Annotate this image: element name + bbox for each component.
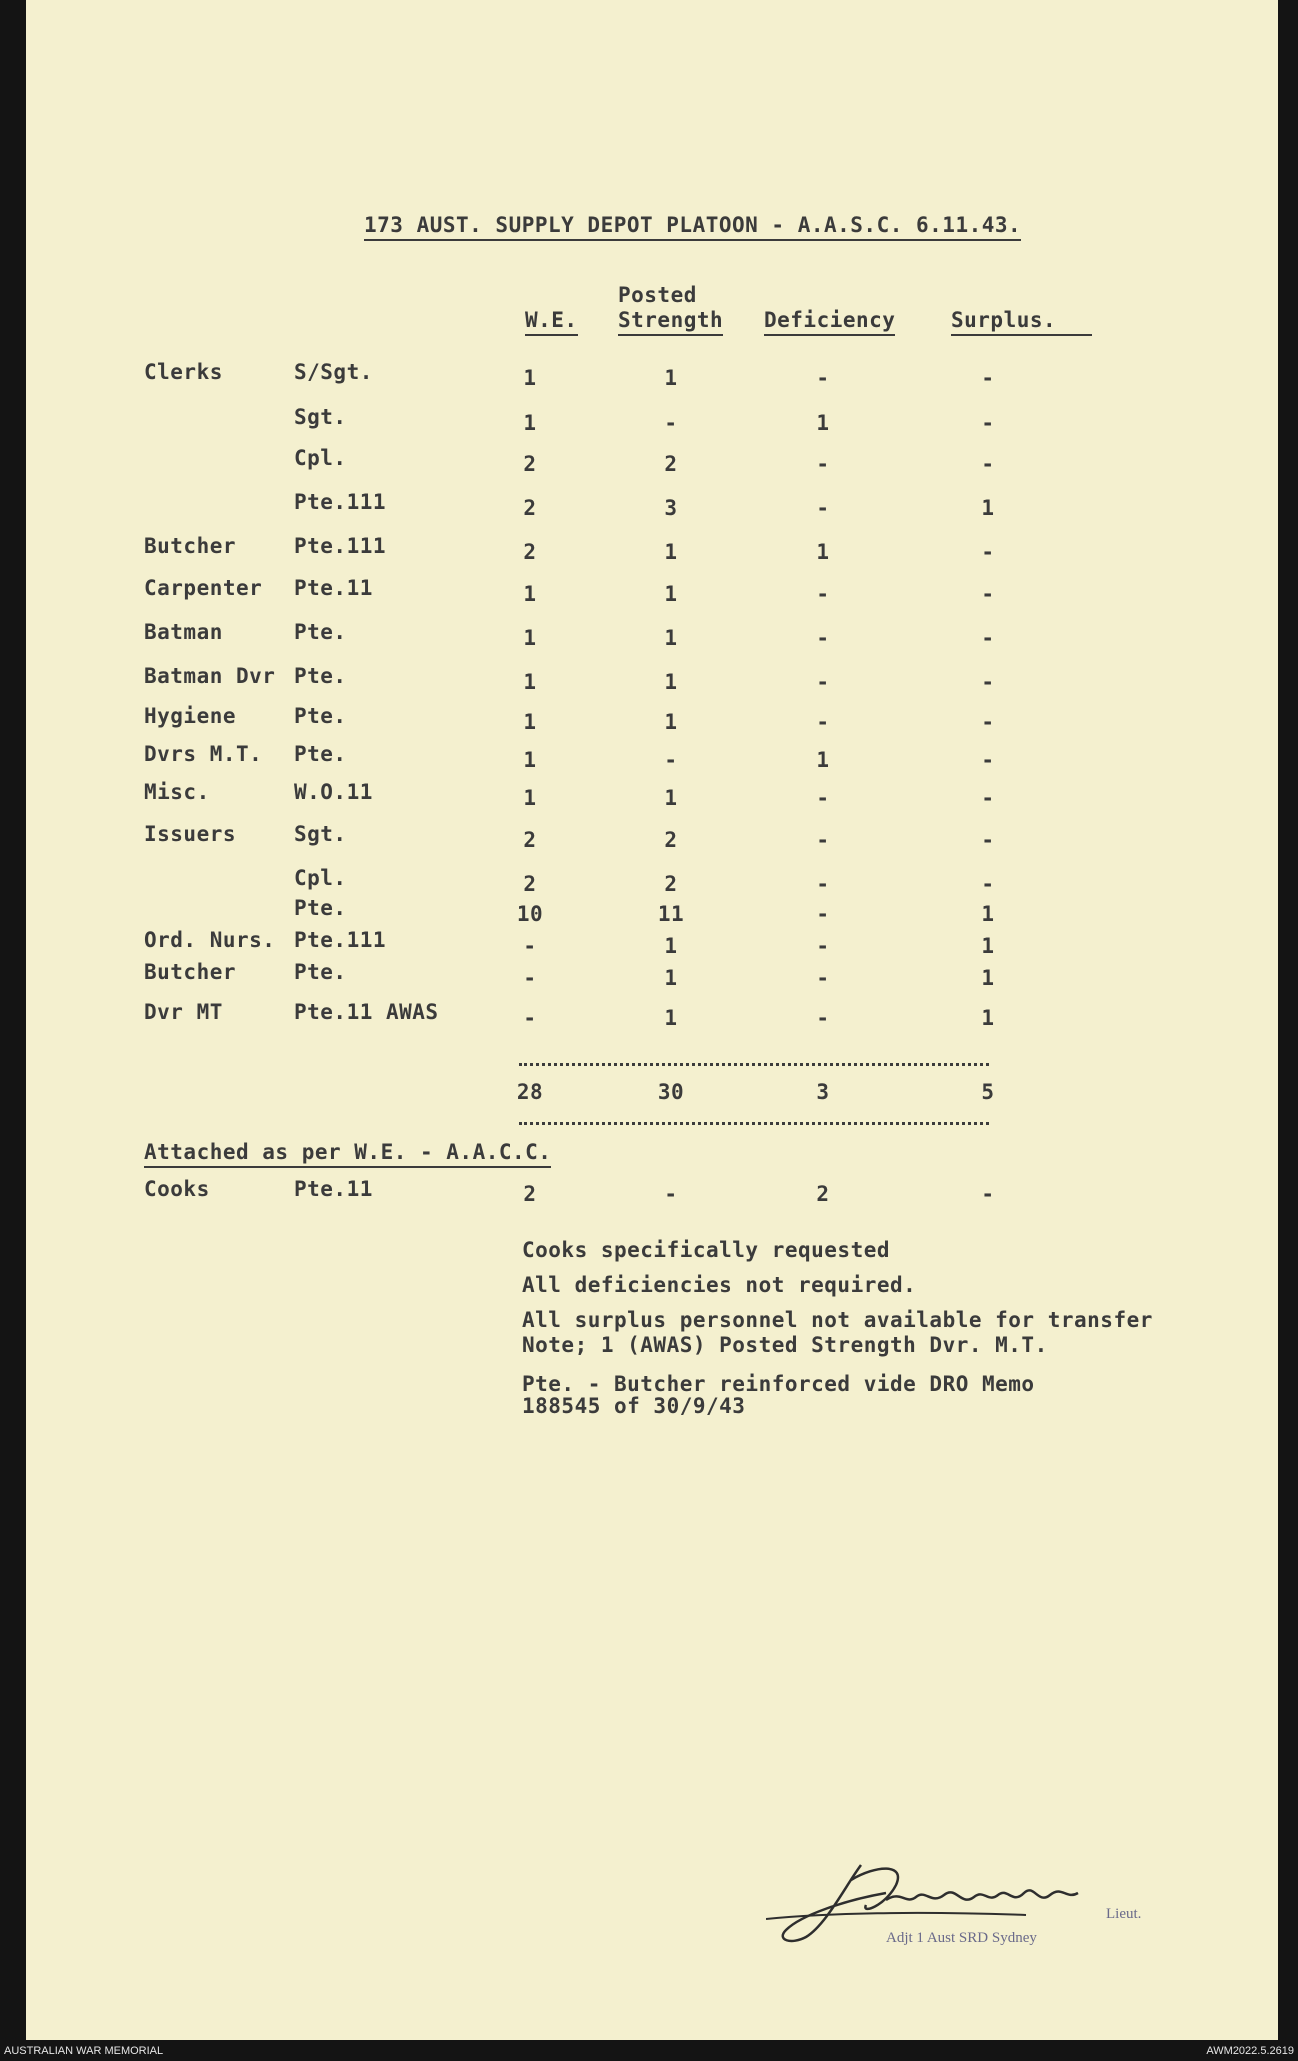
- row-trade: Carpenter: [144, 576, 263, 600]
- row-rank: Pte.: [294, 960, 347, 984]
- row-surplus: -: [981, 582, 995, 606]
- row-we: 1: [523, 366, 537, 390]
- row-posted: -: [664, 748, 678, 772]
- row-posted: 1: [664, 540, 678, 564]
- row-deficiency: 1: [816, 540, 830, 564]
- row-trade: Misc.: [144, 780, 210, 804]
- archive-footer: [0, 2043, 1298, 2061]
- row-we: 2: [523, 452, 537, 476]
- row-we: 2: [523, 496, 537, 520]
- signature-image: [766, 1845, 1146, 1965]
- footer-right-label: AWM2022.5.2619: [1206, 2045, 1294, 2057]
- row-deficiency: -: [816, 670, 830, 694]
- row-we: 1: [523, 626, 537, 650]
- row-rank: Cpl.: [294, 866, 347, 890]
- row-we: 2: [523, 828, 537, 852]
- attached-posted: -: [664, 1182, 678, 1206]
- row-posted: 2: [664, 452, 678, 476]
- note-line: All surplus personnel not available for transfer: [522, 1308, 1153, 1332]
- row-we: 1: [523, 670, 537, 694]
- row-surplus: 1: [981, 902, 995, 926]
- totals-rule-bottom: [519, 1122, 989, 1125]
- row-we: 1: [523, 710, 537, 734]
- note-line: Pte. - Butcher reinforced vide DRO Memo: [522, 1372, 1035, 1396]
- row-surplus: 1: [981, 496, 995, 520]
- row-rank: Cpl.: [294, 446, 347, 470]
- row-surplus: -: [981, 710, 995, 734]
- attached-surplus: -: [981, 1182, 995, 1206]
- row-trade: Butcher: [144, 534, 237, 558]
- row-posted: 3: [664, 496, 678, 520]
- row-surplus: 1: [981, 934, 995, 958]
- note-line: Note; 1 (AWAS) Posted Strength Dvr. M.T.: [522, 1333, 1048, 1357]
- row-trade: Dvrs M.T.: [144, 742, 263, 766]
- row-posted: 1: [664, 670, 678, 694]
- row-surplus: 1: [981, 1006, 995, 1030]
- row-posted: 1: [664, 366, 678, 390]
- row-posted: 2: [664, 828, 678, 852]
- row-trade: Dvr MT: [144, 1000, 223, 1024]
- row-posted: 1: [664, 786, 678, 810]
- row-surplus: 1: [981, 966, 995, 990]
- column-header-deficiency: Deficiency: [764, 310, 895, 336]
- row-posted: 1: [664, 934, 678, 958]
- row-trade: Clerks: [144, 360, 223, 384]
- row-deficiency: -: [816, 496, 830, 520]
- row-surplus: -: [981, 828, 995, 852]
- row-we: -: [523, 966, 537, 990]
- row-surplus: -: [981, 540, 995, 564]
- row-trade: Issuers: [144, 822, 237, 846]
- row-deficiency: -: [816, 626, 830, 650]
- row-trade: Batman: [144, 620, 223, 644]
- row-rank: Sgt.: [294, 822, 347, 846]
- row-trade: Ord. Nurs.: [144, 928, 276, 952]
- column-header-we: W.E.: [525, 310, 578, 336]
- row-deficiency: -: [816, 710, 830, 734]
- row-rank: Pte.11: [294, 576, 373, 600]
- row-deficiency: -: [816, 828, 830, 852]
- row-surplus: -: [981, 872, 995, 896]
- rank-stamp: Lieut.: [1106, 1906, 1142, 1922]
- row-deficiency: -: [816, 452, 830, 476]
- row-posted: 1: [664, 626, 678, 650]
- row-rank: Sgt.: [294, 405, 347, 429]
- row-posted: 11: [657, 902, 685, 926]
- row-rank: Pte.11 AWAS: [294, 1000, 439, 1024]
- footer-left-label: AUSTRALIAN WAR MEMORIAL: [4, 2045, 164, 2057]
- row-trade: Hygiene: [144, 704, 237, 728]
- row-posted: 1: [664, 1006, 678, 1030]
- row-rank: Pte.: [294, 896, 347, 920]
- row-surplus: -: [981, 366, 995, 390]
- row-rank: Pte.: [294, 704, 347, 728]
- row-deficiency: -: [816, 872, 830, 896]
- row-deficiency: -: [816, 966, 830, 990]
- office-stamp: Adjt 1 Aust SRD Sydney: [886, 1930, 1037, 1946]
- row-posted: 1: [664, 582, 678, 606]
- row-we: 1: [523, 411, 537, 435]
- row-rank: Pte.111: [294, 534, 387, 558]
- row-deficiency: -: [816, 366, 830, 390]
- row-deficiency: -: [816, 582, 830, 606]
- row-we: 1: [523, 748, 537, 772]
- column-header-posted-line2: Strength: [618, 310, 723, 336]
- row-surplus: -: [981, 626, 995, 650]
- row-surplus: -: [981, 670, 995, 694]
- row-rank: Pte.: [294, 664, 347, 688]
- row-posted: 2: [664, 872, 678, 896]
- row-rank: Pte.: [294, 620, 347, 644]
- row-we: -: [523, 934, 537, 958]
- total-we: 28: [516, 1080, 544, 1104]
- row-deficiency: 1: [816, 748, 830, 772]
- row-we: -: [523, 1006, 537, 1030]
- row-deficiency: 1: [816, 411, 830, 435]
- row-we: 10: [516, 902, 544, 926]
- row-posted: -: [664, 411, 678, 435]
- totals-rule-top: [519, 1063, 989, 1066]
- row-surplus: -: [981, 411, 995, 435]
- row-rank: S/Sgt.: [294, 360, 373, 384]
- row-deficiency: -: [816, 786, 830, 810]
- row-trade: Butcher: [144, 960, 237, 984]
- row-surplus: -: [981, 786, 995, 810]
- row-rank: Pte.111: [294, 928, 387, 952]
- attached-rank: Pte.11: [294, 1177, 373, 1201]
- row-we: 2: [523, 540, 537, 564]
- row-deficiency: -: [816, 934, 830, 958]
- row-posted: 1: [664, 710, 678, 734]
- note-line: All deficiencies not required.: [522, 1273, 917, 1297]
- row-rank: W.O.11: [294, 780, 373, 804]
- row-deficiency: -: [816, 902, 830, 926]
- column-header-surplus: Surplus.: [951, 310, 1092, 336]
- total-deficiency: 3: [816, 1080, 830, 1104]
- row-we: 1: [523, 582, 537, 606]
- row-we: 1: [523, 786, 537, 810]
- row-surplus: -: [981, 452, 995, 476]
- row-rank: Pte.111: [294, 490, 387, 514]
- column-header-posted-line1: Posted: [618, 283, 697, 307]
- attached-we: 2: [523, 1182, 537, 1206]
- attached-heading: Attached as per W.E. - A.A.C.C.: [144, 1142, 551, 1168]
- row-we: 2: [523, 872, 537, 896]
- total-surplus: 5: [981, 1080, 995, 1104]
- total-posted: 30: [657, 1080, 685, 1104]
- attached-trade: Cooks: [144, 1177, 210, 1201]
- note-line: Cooks specifically requested: [522, 1238, 891, 1262]
- row-posted: 1: [664, 966, 678, 990]
- row-trade: Batman Dvr: [144, 664, 276, 688]
- note-line: 188545 of 30/9/43: [522, 1394, 746, 1418]
- row-surplus: -: [981, 748, 995, 772]
- page-title: 173 AUST. SUPPLY DEPOT PLATOON - A.A.S.C. 6.11.43.: [364, 215, 1021, 241]
- document-sheet: [26, 0, 1278, 2040]
- attached-deficiency: 2: [816, 1182, 830, 1206]
- row-rank: Pte.: [294, 742, 347, 766]
- row-deficiency: -: [816, 1006, 830, 1030]
